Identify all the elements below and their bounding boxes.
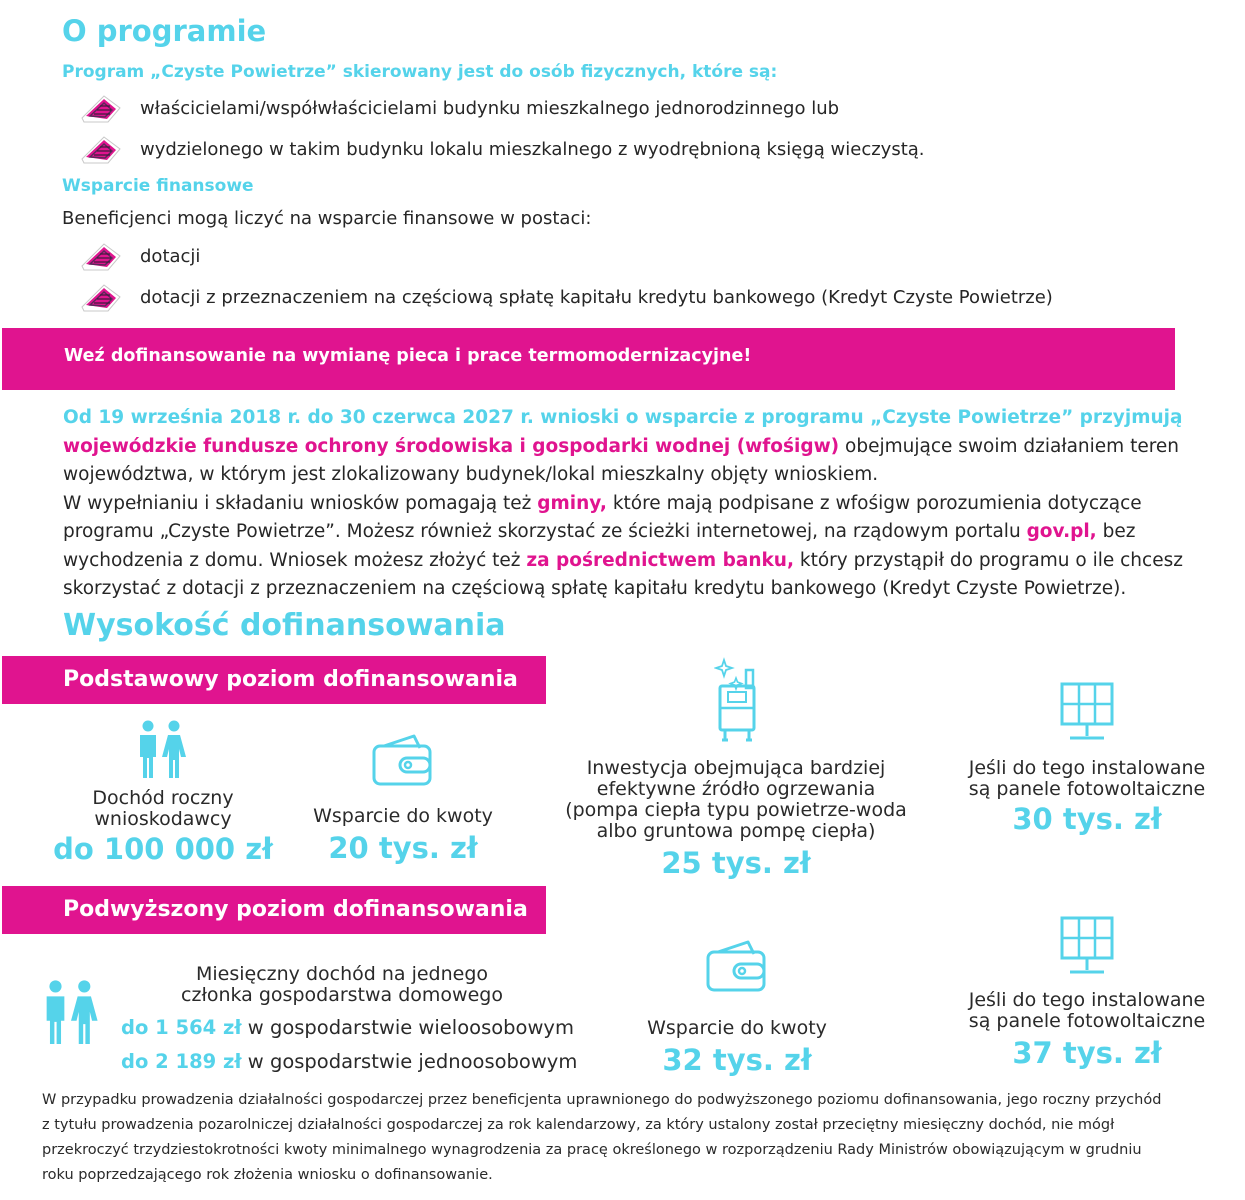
raised-multi-label: w gospodarstwie wieloosobowym <box>241 1016 574 1039</box>
raised-level-banner-text: Podwyższony poziom dofinansowania <box>63 897 528 922</box>
wallet-icon <box>370 732 436 788</box>
solar-panel-icon <box>1056 914 1118 980</box>
footnote <box>42 1088 1161 1188</box>
raised-pv-block <box>950 990 1224 1070</box>
people-icon <box>134 720 190 780</box>
info-paragraph <box>63 404 1183 604</box>
program-lead: Program „Czyste Powietrze” skierowany jest do osób fizycznych, które są: <box>62 62 778 82</box>
house-bullet-icon <box>80 238 126 274</box>
basic-level-banner <box>2 656 546 704</box>
info-line: wojewódzkie fundusze ochrony środowiska i gospodarki wodnej (wfośigw) obejmujące swoim działaniem teren <box>63 435 1180 457</box>
basic-support-label: Wsparcie do kwoty <box>313 805 493 827</box>
raised-income-label: członka gospodarstwa domowego <box>181 984 503 1006</box>
info-line: Od 19 września 2018 r. do 30 czerwca 2027 r. wnioski o wsparcie z programu „Czyste Powietrze” przyjmują <box>63 407 1183 428</box>
heat-pump-block <box>540 758 932 880</box>
basic-income-label: Dochód roczny <box>92 787 234 809</box>
heat-pump-label: efektywne źródło ogrzewania <box>596 778 876 800</box>
gov-pl-highlight: gov.pl, <box>1026 521 1097 542</box>
raised-pv-label: są panele fotowoltaiczne <box>968 1010 1206 1032</box>
raised-support-label: Wsparcie do kwoty <box>647 1017 827 1039</box>
bullet-item <box>80 90 839 126</box>
raised-income-label: Miesięczny dochód na jednego <box>195 963 489 985</box>
basic-pv-value: 30 tys. zł <box>1012 802 1162 836</box>
raised-pv-label: Jeśli do tego instalowane <box>968 989 1206 1011</box>
info-line: wychodzenia z domu. Wniosek możesz złożyć też za pośrednictwem banku, który przystąpił do programu o ile chcesz <box>63 549 1183 571</box>
wallet-icon <box>704 938 770 994</box>
basic-income-value: do 100 000 zł <box>53 832 273 866</box>
raised-support-block <box>630 1018 844 1077</box>
basic-support-block <box>300 806 506 865</box>
wfosigw-highlight: wojewódzkie fundusze ochrony środowiska i gospodarki wodnej (wfośigw) <box>63 435 840 457</box>
footnote-line: z tytułu prowadzenia pozarolniczej działalności gospodarczej za rok kalendarzowy, za który ustalony został przeciętny miesięczny dochód, nie mógł <box>42 1117 1115 1133</box>
section-title-support: Wsparcie finansowe <box>62 176 254 196</box>
house-bullet-icon <box>80 90 126 126</box>
section-title-levels: Wysokość dofinansowania <box>63 608 506 643</box>
bullet-text: dotacji z przeznaczeniem na częściową spłatę kapitału kredytu bankowego (Kredyt Czyste Powietrze) <box>140 286 1053 308</box>
main-banner-text: Weź dofinansowanie na wymianę pieca i prace termomodernizacyjne! <box>64 346 752 366</box>
info-line: województwa, w którym jest zlokalizowany budynek/lokal mieszkalny objęty wnioskiem. <box>63 464 879 485</box>
house-bullet-icon <box>80 279 126 315</box>
basic-pv-label: są panele fotowoltaiczne <box>968 778 1206 800</box>
info-line: skorzystać z dotacji z przeznaczeniem na częściową spłatę kapitału kredytu bankowego (Kredyt Czyste Powietrze). <box>63 578 1127 599</box>
info-line: programu „Czyste Powietrze”. Możesz również skorzystać ze ścieżki internetowej, na rządowym portalu gov.pl, bez <box>63 521 1136 542</box>
basic-income-block <box>40 788 286 866</box>
heat-pump-label: (pompa ciepła typu powietrze-woda <box>565 799 907 821</box>
people-icon <box>40 978 102 1048</box>
heat-pump-label: albo gruntowa pompę ciepła) <box>596 820 876 842</box>
support-lead: Beneficjenci mogą liczyć na wsparcie finansowe w postaci: <box>62 208 592 229</box>
heat-pump-value: 25 tys. zł <box>661 846 811 880</box>
bank-highlight: za pośrednictwem banku, <box>526 549 795 571</box>
solar-panel-icon <box>1056 680 1118 746</box>
basic-level-banner-text: Podstawowy poziom dofinansowania <box>63 667 518 692</box>
raised-multi-row <box>121 1016 574 1039</box>
raised-multi-value: do 1 564 zł <box>121 1016 242 1039</box>
raised-support-value: 32 tys. zł <box>662 1043 812 1077</box>
footnote-line: W przypadku prowadzenia działalności gospodarczej przez beneficjenta uprawnionego do podwyższonego poziomu dofinansowania, jego roczny przychód <box>42 1092 1162 1108</box>
raised-level-banner <box>2 886 546 934</box>
basic-income-label: wnioskodawcy <box>94 808 232 830</box>
bullet-item <box>80 238 200 274</box>
house-bullet-icon <box>80 131 126 167</box>
raised-single-row <box>121 1050 577 1073</box>
bullet-item <box>80 131 925 167</box>
heat-pump-icon <box>714 656 760 746</box>
section-title-program: O programie <box>62 14 267 48</box>
raised-pv-value: 37 tys. zł <box>1012 1036 1162 1070</box>
basic-pv-label: Jeśli do tego instalowane <box>968 757 1206 779</box>
raised-single-value: do 2 189 zł <box>121 1050 242 1073</box>
main-banner <box>2 328 1175 390</box>
footnote-line: roku poprzedzającego rok złożenia wniosku o dofinansowanie. <box>42 1167 493 1183</box>
raised-income-block <box>150 964 534 1006</box>
bullet-text: wydzielonego w takim budynku lokalu mieszkalnego z wyodrębnioną księgą wieczystą. <box>140 138 925 160</box>
bullet-item <box>80 279 1053 315</box>
bullet-text: właścicielami/współwłaścicielami budynku mieszkalnego jednorodzinnego lub <box>140 97 840 119</box>
gminy-highlight: gminy, <box>537 492 607 514</box>
heat-pump-label: Inwestycja obejmująca bardziej <box>586 757 886 779</box>
info-line: W wypełnianiu i składaniu wniosków pomagają też gminy, które mają podpisane z wfośigw porozumienia dotyczące <box>63 492 1142 514</box>
basic-support-value: 20 tys. zł <box>328 831 478 865</box>
bullet-text: dotacji <box>140 245 201 267</box>
raised-single-label: w gospodarstwie jednoosobowym <box>241 1050 578 1073</box>
basic-pv-block <box>950 758 1224 836</box>
footnote-line: przekroczyć trzydziestokrotności kwoty minimalnego wynagrodzenia za pracę określonego w rozporządzeniu Rady Ministrów obowiązującym w grudniu <box>42 1142 1142 1158</box>
